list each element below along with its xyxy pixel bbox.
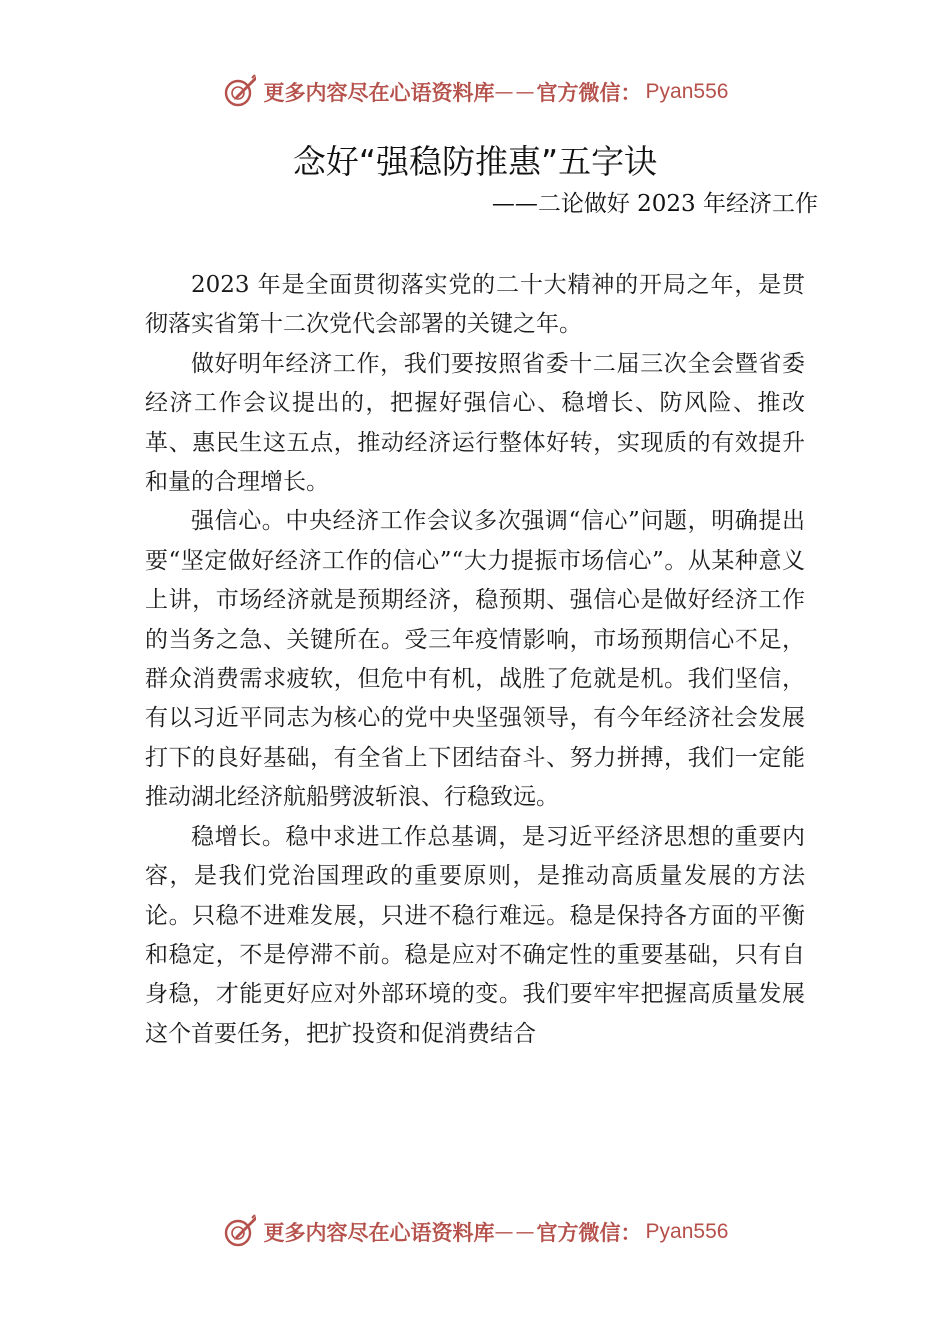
footer-wechat-id: Pyan556: [645, 1220, 729, 1243]
document-title: 念好“强稳防推惠”五字诀: [292, 142, 658, 181]
quill-logo-icon: [222, 1214, 258, 1250]
paragraph-3: 强信心。中央经济工作会议多次强调“信心”问题，明确提出要“坚定做好经济工作的信心”“大力提振市场信心”。从某种意义上讲，市场经济就是预期经济，稳预期、强信心是做好经济工作的当务之急、关键所在。受三年疫情影响，市场预期信心不足，群众消费需求疲软，但危中有机，战胜了危就是机。我们坚信，有以习近平同志为核心的党中央坚强领导，有今年经济社会发展打下的良好基础，有全省上下团结奋斗、努力拼搏，我们一定能推动湖北经济航船劈波斩浪、行稳致远。: [145, 508, 805, 811]
header-separator: ——: [494, 81, 537, 103]
footer-wechat-label: 官方微信：: [536, 1220, 642, 1245]
header-brand-text: 更多内容尽在心语资料库: [263, 80, 495, 105]
header-wechat-label: 官方微信：: [536, 80, 642, 105]
paragraph-2: 做好明年经济工作，我们要按照省委十二届三次全会暨省委经济工作会议提出的，把握好强信心、稳增长、防风险、推改革、惠民生这五点，推动经济运行整体好转，实现质的有效提升和量的合理增长。: [145, 350, 805, 496]
quill-logo-icon: [222, 74, 258, 110]
paragraph-4: 稳增长。稳中求进工作总基调，是习近平经济思想的重要内容，是我们党治国理政的重要原则，是推动高质量发展的方法论。只稳不进难发展，只进不稳行难远。稳是保持各方面的平衡和稳定，不是停滞不前。稳是应对不确定性的重要基础，只有自身稳，才能更好应对外部环境的变。我们要牢牢把握高质量发展这个首要任务，把扩投资和促消费结合: [145, 823, 805, 1047]
header-wechat-id: Pyan556: [645, 80, 729, 103]
footer-brand-text: 更多内容尽在心语资料库: [263, 1220, 495, 1245]
document-subtitle: ——二论做好 2023 年经济工作: [491, 191, 818, 217]
footer-separator: ——: [494, 1221, 537, 1243]
header-watermark-banner: [0, 72, 950, 112]
paragraph-1: 2023 年是全面贯彻落实党的二十大精神的开局之年，是贯彻落实省第十二次党代会部署的关键之年。: [145, 272, 805, 338]
footer-watermark-banner: [0, 1212, 950, 1252]
document-body: [145, 266, 805, 1054]
